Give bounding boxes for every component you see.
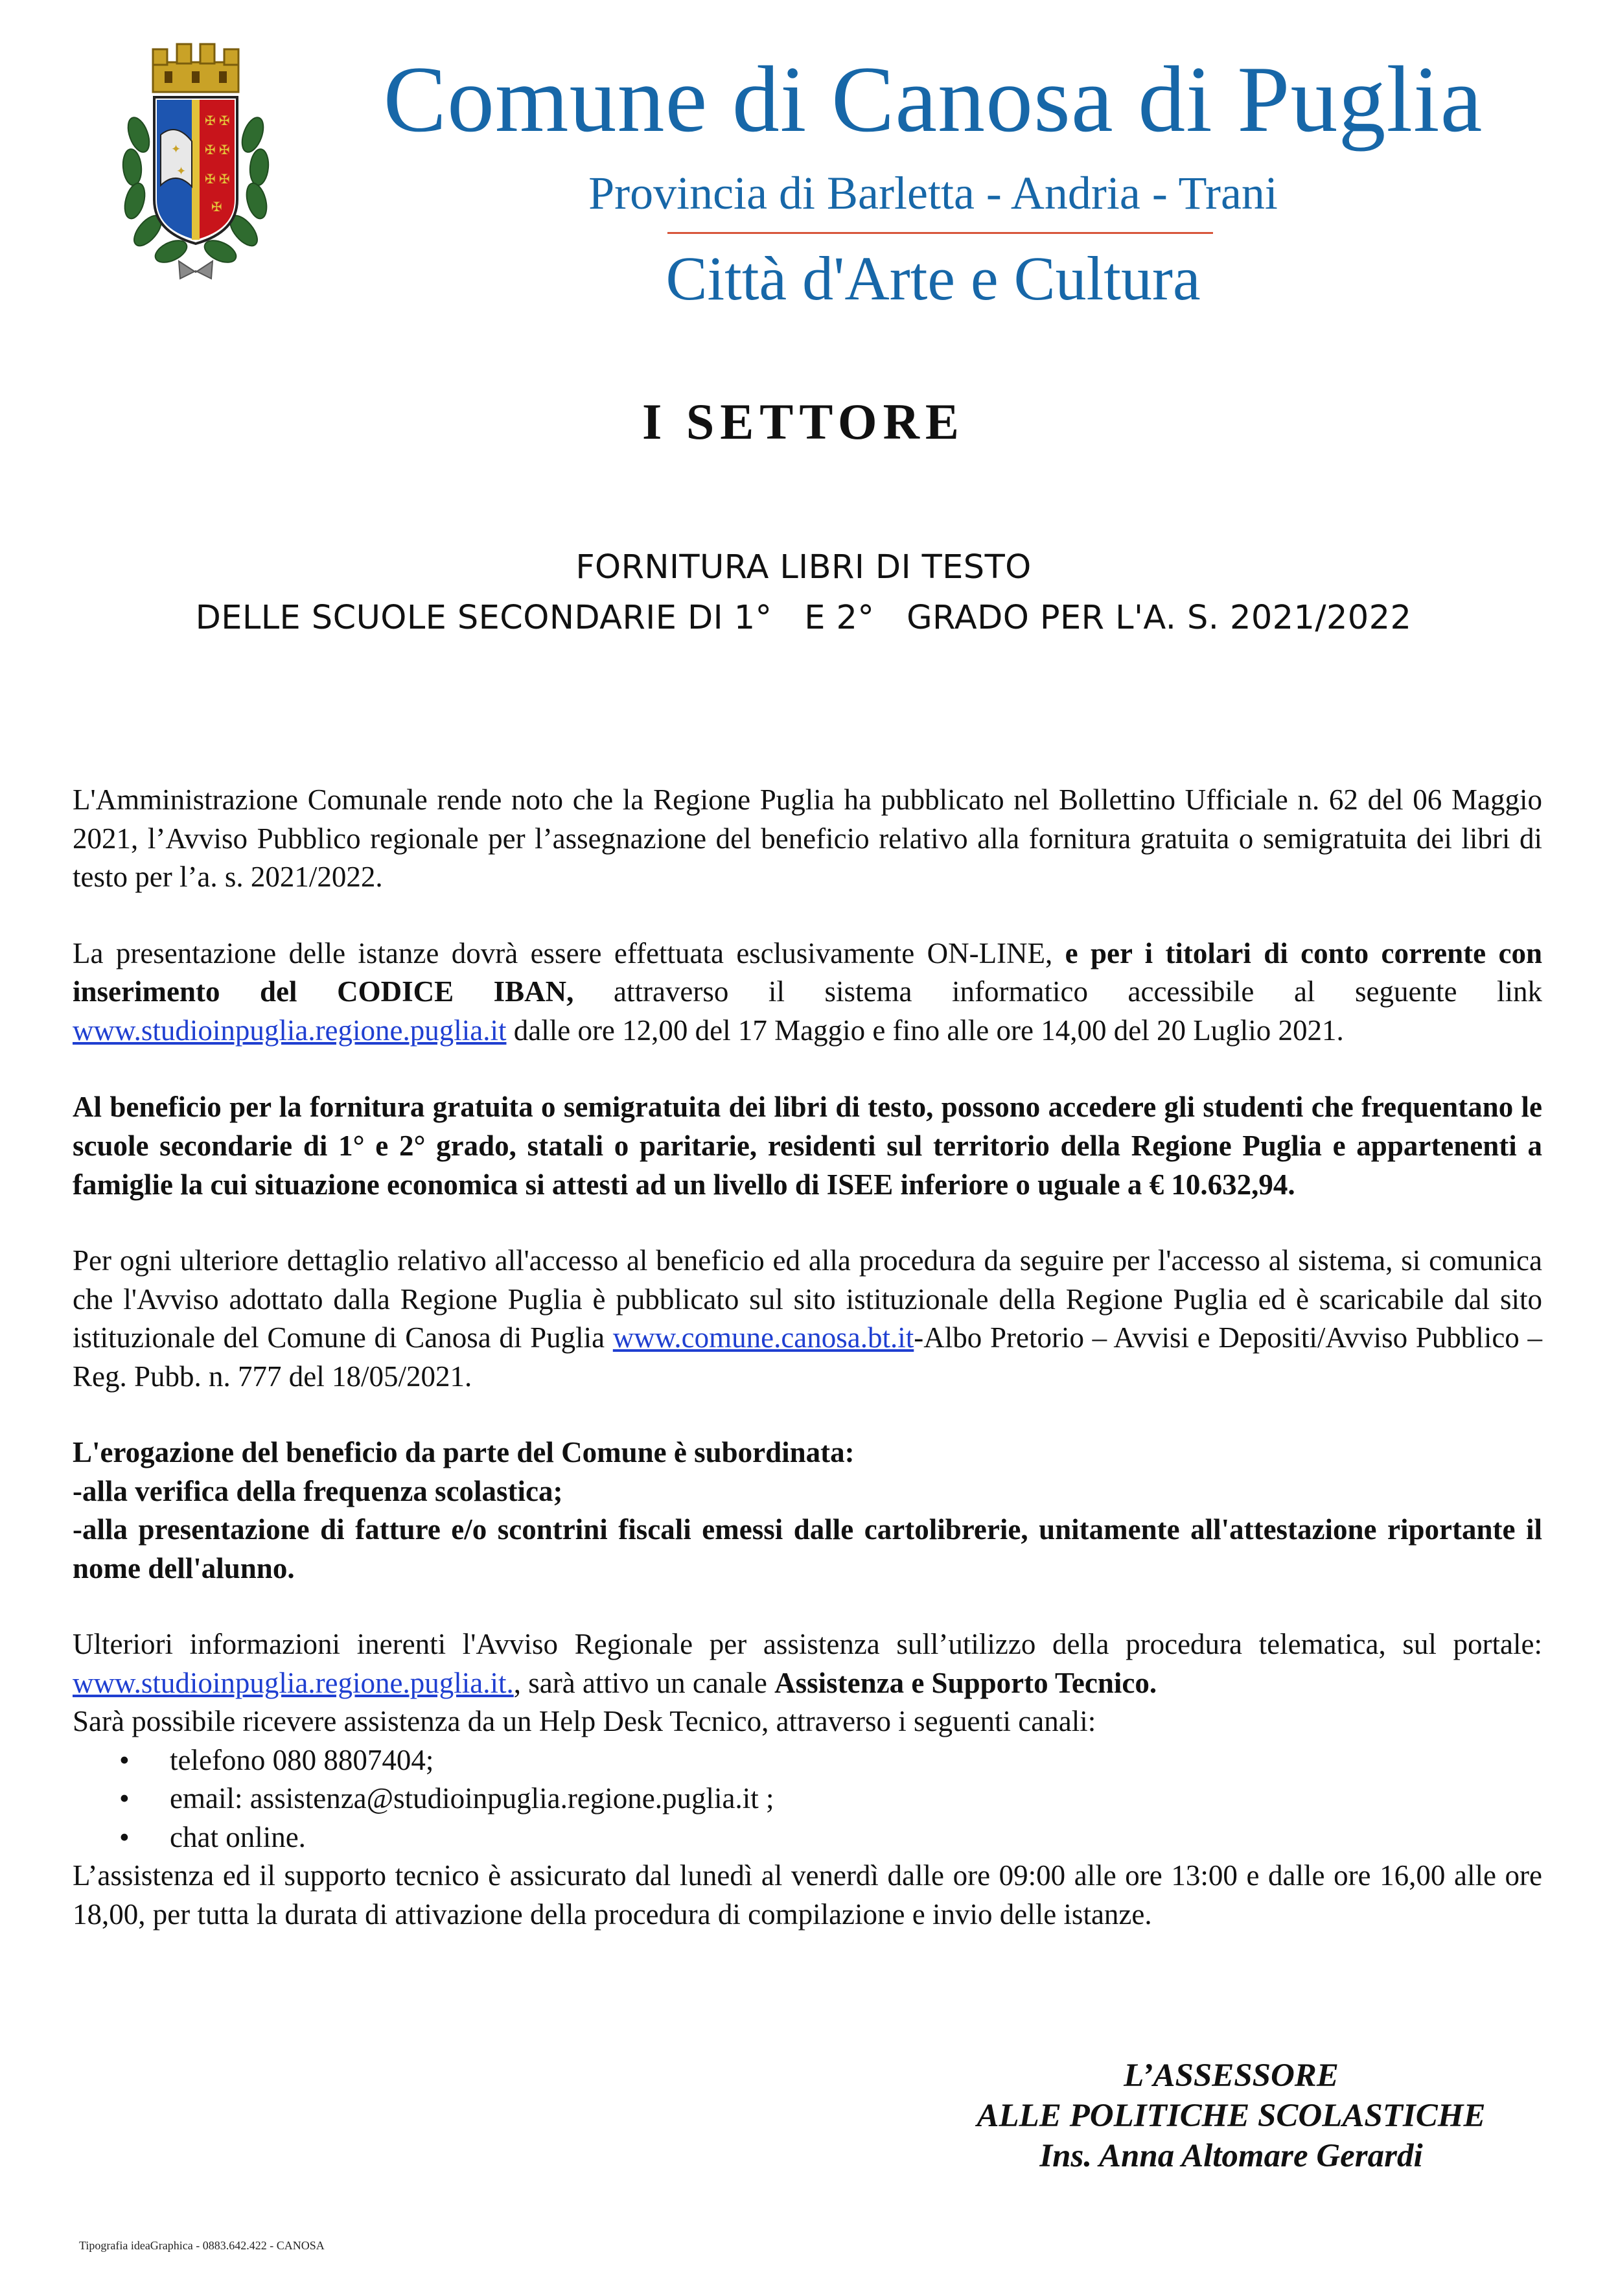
sector-heading: I SETTORE: [642, 393, 965, 450]
condition-item: -alla verifica della frequenza scolastica;: [73, 1474, 563, 1507]
svg-text:✠: ✠: [205, 142, 216, 157]
channel-item: [73, 1741, 1542, 1780]
comune-canosa-link[interactable]: www.comune.canosa.bt.it: [612, 1321, 914, 1354]
bullet-icon: •: [119, 1820, 130, 1853]
shield: [154, 97, 237, 244]
assistance-block: [73, 1625, 1542, 1934]
studioinpuglia-link[interactable]: www.studioinpuglia.regione.puglia.it: [73, 1014, 507, 1047]
subject-line-2: DELLE SCUOLE SECONDARIE DI 1° E 2° GRADO PER L'A. S. 2021/2022: [195, 599, 1412, 637]
details-text-1: Per ogni ulteriore dettaglio relativo all'accesso al beneficio ed alla procedura da seguire per l'accesso al sistema, si comunica che l'Avviso adottato dalla Regione Puglia è pubblicato sul sito istituzionale della Regione Puglia ed è scaricabile dal sito istituzionale del Comune di Canosa di Puglia: [73, 1244, 1542, 1354]
svg-text:✠: ✠: [219, 142, 230, 157]
svg-text:✠: ✠: [205, 171, 216, 187]
svg-text:✠: ✠: [211, 199, 222, 215]
helpdesk-channels: [73, 1741, 1542, 1857]
municipal-coat-of-arms-icon: [114, 38, 277, 286]
eligibility-paragraph: Al beneficio per la fornitura gratuita o semigratuita dei libri di testo, possono accedere gli studenti che frequentano le scuole secondarie di 1° e 2° grado, statali o paritarie, residenti sul territorio della Regione Puglia e appartenenti a famiglie la cui situazione economica si attesti ad un livello di ISEE inferiore o uguale a € 10.632,94.: [73, 1091, 1542, 1201]
svg-text:✠: ✠: [219, 171, 230, 187]
subject-line-1: FORNITURA LIBRI DI TESTO: [575, 548, 1032, 586]
helpdesk-intro: Sarà possibile ricevere assistenza da un Help Desk Tecnico, attraverso i seguenti canali:: [73, 1705, 1096, 1737]
header-divider: [667, 232, 1213, 234]
svg-text:✠: ✠: [205, 113, 216, 128]
intro-paragraph: L'Amministrazione Comunale rende noto che la Regione Puglia ha pubblicato nel Bollettino Ufficiale n. 62 del 06 Maggio 2021, l’Avviso Pubblico regionale per l’assegnazione del beneficio relativo alla fornitura gratuita o semigratuita dei libri di testo per l’a. s. 2021/2022.: [73, 783, 1542, 893]
conditions-heading: L'erogazione del beneficio da parte del Comune è subordinata:: [73, 1436, 855, 1468]
channel-item: [73, 1780, 1542, 1818]
signature-name: Ins. Anna Altomare Gerardi: [1039, 2138, 1423, 2174]
channel-item: [73, 1818, 1542, 1857]
conditions-block: [73, 1433, 1542, 1588]
notice-body: [73, 781, 1542, 1934]
assistance-text-2: , sarà attivo un canale: [513, 1666, 775, 1699]
municipality-title: Comune di Canosa di Puglia: [383, 47, 1483, 152]
submission-text-1: La presentazione delle istanze dovrà essere effettuata esclusivamente ON-LINE,: [73, 936, 1053, 969]
submission-paragraph: [73, 934, 1542, 1050]
assistance-channel-name: Assistenza e Supporto Tecnico.: [774, 1666, 1157, 1699]
condition-item: -alla presentazione di fatture e/o scontrini fiscali emessi dalle cartolibrerie, unitamente all'attestazione riportante il nome dell'alunno.: [73, 1513, 1542, 1584]
printer-credit: Tipografia ideaGraphica - 0883.642.422 - CANOSA: [79, 2239, 325, 2252]
province-name: Provincia di Barletta - Andria - Trani: [588, 167, 1278, 219]
details-paragraph: [73, 1242, 1542, 1396]
submission-text-3: dalle ore 12,00 del 17 Maggio e fino alle ore 14,00 del 20 Luglio 2021.: [506, 1014, 1344, 1047]
bullet-icon: •: [119, 1782, 130, 1815]
city-motto: Città d'Arte e Cultura: [665, 244, 1201, 313]
channel-email: email: assistenza@studioinpuglia.regione.puglia.it ;: [170, 1782, 774, 1815]
svg-text:✦: ✦: [171, 143, 181, 156]
channel-phone: telefono 080 8807404;: [170, 1743, 434, 1776]
bullet-icon: •: [119, 1743, 130, 1776]
assistance-text-1: Ulteriori informazioni inerenti l'Avviso Regionale per assistenza sull’utilizzo della procedura telematica, sul portale:: [73, 1628, 1542, 1660]
mural-crown: [153, 44, 238, 92]
submission-text-2: attraverso il sistema informatico accessibile al seguente link: [573, 975, 1542, 1008]
assistance-hours: L’assistenza ed il supporto tecnico è assicurato dal lunedì al venerdì dalle ore 09:00 alle ore 13:00 e dalle ore 16,00 alle ore 18,00, per tutta la durata di attivazione della procedura di compilazione e invio delle istanze.: [73, 1859, 1542, 1931]
signature-role: ALLE POLITICHE SCOLASTICHE: [977, 2098, 1486, 2134]
studioinpuglia-portal-link[interactable]: www.studioinpuglia.regione.puglia.it.: [73, 1666, 514, 1699]
submission-iban-note: e per i titolari di conto corrente con inserimento del CODICE IBAN,: [73, 936, 1542, 1008]
channel-chat: chat online.: [170, 1820, 306, 1853]
assistance-intro: [73, 1625, 1542, 1702]
signature-title: L’ASSESSORE: [1124, 2058, 1339, 2094]
svg-text:✠: ✠: [219, 113, 230, 128]
details-text-2: -Albo Pretorio – Avvisi e Depositi/Avviso Pubblico – Reg. Pubb. n. 777 del 18/05/2021.: [73, 1321, 1542, 1393]
svg-text:✦: ✦: [176, 165, 187, 178]
signature-block: [920, 2056, 1542, 2176]
